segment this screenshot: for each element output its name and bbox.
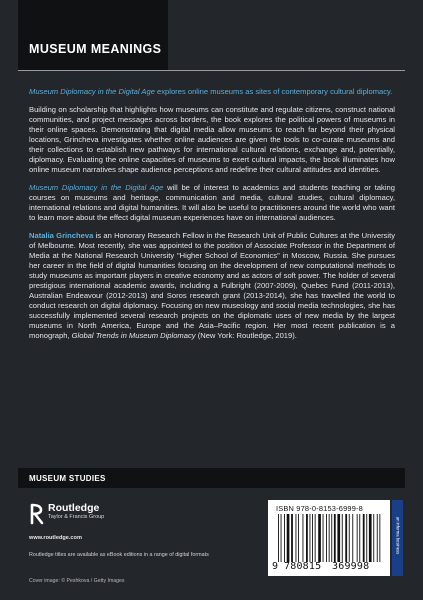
ean-left-group: 780815: [284, 561, 322, 572]
intro-paragraph: Museum Diplomacy in the Digital Age explores online museums as sites of contemporary cultural diplomacy.: [29, 87, 393, 96]
series-title: MUSEUM MEANINGS: [29, 42, 162, 56]
ebook-note: Routledge titles are available as eBook editions in a range of digital formats: [29, 552, 209, 558]
cover-image-credit: Cover image: © Peshkova / Getty Images: [29, 578, 125, 584]
book-title-ref: Museum Diplomacy in the Digital Age: [29, 183, 164, 192]
subject-label: MUSEUM STUDIES: [29, 474, 106, 483]
audience-paragraph: Museum Diplomacy in the Digital Age will be of interest to academics and students teaching or taking courses on museums and heritage, communication and media, cultural studies, cultural diplomacy, international relations and digital humanities. It will also be useful to practitioners around the world who want to learn more about the effect digital museum experiences have on international audiences.: [29, 183, 395, 222]
routledge-logo-icon: [29, 503, 45, 525]
description-paragraph: Building on scholarship that highlights how museums can constitute and regulate citizens, construct national communities, and project messages across borders, the book explores the political powers of museums in their online spaces. Demonstrating that digital media allow museums to reach far beyond their physical locations, Grincheva investigates whether online audiences are given the tools to co-curate museums and their collections to establish new pathways for international cultural relations, exchange and, potentially, diplomacy. Evaluating the online capacities of museums to exert cultural impacts, the book illuminates how online museum narratives shape audience perceptions and redefine their cultural attitudes and identities.: [29, 105, 395, 174]
ean-right-group: 369998: [332, 561, 370, 572]
publisher-logo: [29, 503, 104, 525]
back-cover-blurb: [29, 87, 395, 349]
informa-text: an informa business: [395, 516, 401, 555]
publisher-group: Taylor & Francis Group: [48, 514, 105, 520]
publisher-url[interactable]: www.routledge.com: [29, 535, 82, 541]
author-bio: Natalia Grincheva is an Honorary Research Fellow in the Research Unit of Public Cultures at the University of Melbourne. Most recently, she was appointed to the position of Associate Professor in the Department of Media at the National Research University "Higher School of Economics" in Moscow, Russia. She pursues her career in the field of digital humanities focusing on the development of new computational methods to study museums as important players in creative economy and as actors of soft power. The holder of several prestigious international academic awards, including a Fulbright (2007-2009), Quebec Fund (2011-2013), Australian Endeavour (2012-2013) and Soros research grant (2013-2014), she has travelled the world to conduct research on digital diplomacy. Focusing on new museology and social media technologies, she has successfully implemented several research projects on the diplomatic uses of new media by the largest museums in North America, Europe and the Asia–Pacific region. Her most recent publication is a monograph, Global Trends in Museum Diplomacy (New York: Routledge, 2019).: [29, 231, 395, 340]
informa-label: [392, 500, 403, 576]
isbn-barcode: [268, 500, 390, 576]
barcode-icon: [276, 514, 382, 562]
isbn-number: ISBN 978-0-8153-6999-8: [276, 504, 363, 513]
book-title-ref: Museum Diplomacy in the Digital Age: [29, 87, 155, 96]
author-name: Natalia Grincheva: [29, 231, 94, 240]
monograph-title: Global Trends in Museum Diplomacy: [71, 331, 196, 340]
divider: [18, 70, 405, 71]
publisher-name: Routledge: [48, 502, 100, 514]
series-title-block: [18, 0, 168, 70]
ean-first-digit: 9: [272, 561, 279, 572]
